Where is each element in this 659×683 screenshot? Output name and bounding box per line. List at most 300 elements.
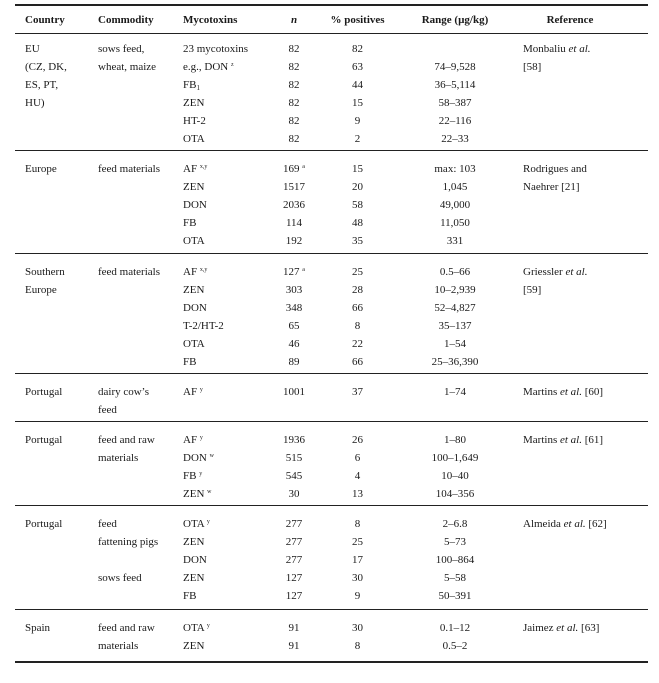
n-value: 82 bbox=[288, 115, 300, 127]
reference-cell bbox=[523, 162, 587, 176]
range-value: 50–391 bbox=[438, 590, 472, 602]
n-cell bbox=[264, 301, 324, 315]
country-text: Spain bbox=[25, 622, 51, 634]
range-value: 1–54 bbox=[444, 338, 466, 350]
reference-text: [59] bbox=[523, 284, 542, 296]
positives-value: 15 bbox=[352, 97, 363, 109]
mycotoxin-cell bbox=[183, 469, 202, 483]
positives-value: 58 bbox=[352, 199, 363, 211]
top-rule bbox=[15, 4, 648, 6]
positives-cell bbox=[325, 535, 390, 549]
n-cell bbox=[264, 265, 324, 279]
positives-cell bbox=[325, 301, 390, 315]
mycotoxin-footnote: y bbox=[206, 623, 210, 629]
range-value: 58–387 bbox=[438, 97, 472, 109]
positives-value: 22 bbox=[352, 338, 363, 350]
commodity-cell bbox=[98, 621, 155, 635]
commodity-text: materials bbox=[98, 452, 139, 464]
country-cell bbox=[25, 265, 65, 279]
n-value: 127 bbox=[285, 572, 303, 584]
positives-value: 17 bbox=[352, 554, 363, 566]
range-cell bbox=[400, 234, 510, 248]
mycotoxin-name: ZEN bbox=[183, 181, 205, 193]
n-cell bbox=[264, 517, 324, 531]
range-cell bbox=[400, 385, 510, 399]
n-cell bbox=[264, 96, 324, 110]
range-cell bbox=[400, 571, 510, 585]
positives-cell bbox=[325, 265, 390, 279]
commodity-text: dairy cow’s bbox=[98, 386, 150, 398]
mycotoxin-cell bbox=[183, 162, 207, 176]
positives-value: 66 bbox=[352, 356, 363, 368]
commodity-text: feed and raw bbox=[98, 434, 155, 446]
mycotoxin-cell bbox=[183, 283, 204, 297]
n-value: 127 bbox=[285, 590, 303, 602]
n-value: 545 bbox=[285, 470, 303, 482]
group-separator bbox=[15, 421, 648, 422]
positives-value: 9 bbox=[354, 115, 361, 127]
mycotoxin-name: ZEN bbox=[183, 488, 208, 500]
reference-cell bbox=[523, 385, 603, 399]
n-cell bbox=[264, 385, 324, 399]
n-value: 1001 bbox=[283, 386, 305, 398]
commodity-cell bbox=[98, 385, 149, 399]
reference-text: Rodrigues and bbox=[523, 163, 587, 175]
n-value: 82 bbox=[288, 43, 300, 55]
range-cell bbox=[400, 301, 510, 315]
commodity-cell bbox=[98, 571, 142, 585]
positives-value: 2 bbox=[354, 133, 361, 145]
commodity-cell bbox=[98, 535, 158, 549]
mycotoxin-cell bbox=[183, 337, 205, 351]
positives-cell bbox=[325, 451, 390, 465]
mycotoxin-name: DON bbox=[183, 199, 207, 211]
n-value: 30 bbox=[288, 488, 300, 500]
country-text: Portugal bbox=[25, 434, 63, 446]
commodity-text: feed bbox=[98, 518, 117, 530]
commodity-text: wheat, maize bbox=[98, 61, 157, 73]
group-separator bbox=[15, 373, 648, 374]
country-text: (CZ, DK, bbox=[25, 61, 67, 73]
positives-value: 8 bbox=[354, 320, 361, 332]
range-cell bbox=[400, 487, 510, 501]
mycotoxin-cell bbox=[183, 355, 196, 369]
country-text: ES, PT, bbox=[25, 79, 59, 91]
n-cell bbox=[264, 451, 324, 465]
mycotoxin-footnote: y bbox=[206, 519, 210, 525]
positives-cell bbox=[325, 198, 390, 212]
mycotoxin-name: T-2/HT-2 bbox=[183, 320, 224, 332]
positives-cell bbox=[325, 385, 390, 399]
n-cell bbox=[264, 198, 324, 212]
mycotoxin-name: e.g., DON bbox=[183, 61, 231, 73]
n-cell bbox=[264, 132, 324, 146]
range-cell bbox=[400, 162, 510, 176]
mycotoxin-cell bbox=[183, 517, 210, 531]
n-value: 91 bbox=[288, 640, 300, 652]
mycotoxin-cell bbox=[183, 571, 204, 585]
n-cell bbox=[264, 553, 324, 567]
positives-cell bbox=[325, 355, 390, 369]
n-value: 82 bbox=[288, 97, 300, 109]
positives-value: 25 bbox=[352, 266, 363, 278]
commodity-text: feed materials bbox=[98, 163, 160, 175]
positives-value: 8 bbox=[354, 518, 361, 530]
reference-text: Martins bbox=[523, 434, 560, 446]
range-cell bbox=[400, 433, 510, 447]
mycotoxin-footnote: x,y bbox=[199, 267, 208, 273]
positives-value: 44 bbox=[352, 79, 363, 91]
country-cell bbox=[25, 162, 57, 176]
mycotoxin-cell bbox=[183, 301, 207, 315]
n-cell bbox=[264, 589, 324, 603]
range-value: 11,050 bbox=[440, 217, 470, 229]
positives-value: 35 bbox=[352, 235, 363, 247]
positives-cell bbox=[325, 487, 390, 501]
mycotoxin-cell bbox=[183, 621, 210, 635]
n-cell bbox=[264, 639, 324, 653]
commodity-cell bbox=[98, 265, 160, 279]
mycotoxin-cell bbox=[183, 451, 214, 465]
mycotoxin-name: OTA bbox=[183, 133, 205, 145]
range-cell bbox=[400, 78, 510, 92]
reference-text: Martins bbox=[523, 386, 560, 398]
positives-value: 9 bbox=[354, 590, 361, 602]
mycotoxin-footnote: x,y bbox=[199, 164, 208, 170]
n-cell bbox=[264, 60, 324, 74]
country-text: EU bbox=[25, 43, 40, 55]
n-footnote: a bbox=[302, 267, 305, 273]
range-cell bbox=[400, 319, 510, 333]
positives-value: 6 bbox=[354, 452, 361, 464]
bottom-rule bbox=[15, 661, 648, 663]
reference-text: Naehrer [21] bbox=[523, 181, 580, 193]
country-cell bbox=[25, 517, 62, 531]
commodity-cell bbox=[98, 162, 160, 176]
country-cell bbox=[25, 621, 50, 635]
reference-cell bbox=[523, 42, 591, 56]
header-n: n bbox=[290, 14, 298, 26]
reference-et-al: et al. bbox=[556, 622, 579, 634]
n-value: 82 bbox=[288, 133, 300, 145]
range-cell bbox=[400, 114, 510, 128]
mycotoxin-cell bbox=[183, 487, 211, 501]
n-cell bbox=[264, 234, 324, 248]
positives-cell bbox=[325, 433, 390, 447]
mycotoxin-name: ZEN bbox=[183, 284, 205, 296]
positives-value: 13 bbox=[352, 488, 363, 500]
commodity-cell bbox=[98, 517, 117, 531]
mycotoxin-cell bbox=[183, 42, 248, 56]
range-value: 35–137 bbox=[438, 320, 472, 332]
header-rule bbox=[15, 33, 648, 34]
range-cell bbox=[400, 216, 510, 230]
reference-text: Griessler bbox=[523, 266, 566, 278]
positives-cell bbox=[325, 42, 390, 56]
n-cell bbox=[264, 162, 324, 176]
group-separator bbox=[15, 609, 648, 610]
mycotoxin-name: FB bbox=[183, 470, 200, 482]
reference-number: [60] bbox=[581, 386, 604, 398]
range-value: 52–4,827 bbox=[434, 302, 476, 314]
n-value: 2036 bbox=[283, 199, 305, 211]
mycotoxin-cell bbox=[183, 132, 205, 146]
reference-text: Almeida bbox=[523, 518, 564, 530]
mycotoxin-name: FB bbox=[183, 217, 197, 229]
positives-value: 4 bbox=[354, 470, 361, 482]
positives-cell bbox=[325, 621, 390, 635]
mycotoxin-cell bbox=[183, 385, 203, 399]
country-cell bbox=[25, 42, 40, 56]
range-value: 10–40 bbox=[441, 470, 469, 482]
range-value: 331 bbox=[446, 235, 464, 247]
positives-value: 30 bbox=[352, 622, 363, 634]
range-value: 74–9,528 bbox=[434, 61, 476, 73]
mycotoxin-name: FB bbox=[183, 79, 197, 91]
header-range: Range (µg/kg) bbox=[421, 14, 489, 26]
mycotoxin-footnote: y bbox=[199, 387, 203, 393]
commodity-cell bbox=[98, 433, 155, 447]
n-value: 127 bbox=[283, 266, 303, 278]
reference-text: Jaimez bbox=[523, 622, 557, 634]
n-value: 91 bbox=[288, 622, 300, 634]
positives-cell bbox=[325, 78, 390, 92]
mycotoxin-cell bbox=[183, 639, 204, 653]
mycotoxin-footnote: w bbox=[209, 453, 214, 459]
range-value: 104–356 bbox=[435, 488, 475, 500]
range-cell bbox=[400, 451, 510, 465]
reference-et-al: et al. bbox=[559, 434, 582, 446]
n-cell bbox=[264, 114, 324, 128]
mycotoxin-cell bbox=[183, 96, 204, 110]
range-value: 1,045 bbox=[442, 181, 468, 193]
commodity-cell bbox=[98, 451, 138, 465]
range-value: 5–73 bbox=[444, 536, 466, 548]
country-cell bbox=[25, 96, 45, 110]
positives-value: 37 bbox=[352, 386, 363, 398]
range-cell bbox=[400, 180, 510, 194]
mycotoxin-name: AF bbox=[183, 266, 200, 278]
positives-cell bbox=[325, 132, 390, 146]
range-value: 36–5,114 bbox=[434, 79, 476, 91]
positives-value: 82 bbox=[352, 43, 363, 55]
header-mycotoxins: Mycotoxins bbox=[183, 14, 238, 26]
positives-cell bbox=[325, 517, 390, 531]
commodity-cell bbox=[98, 60, 156, 74]
positives-cell bbox=[325, 319, 390, 333]
range-cell bbox=[400, 639, 510, 653]
header-commodity: Commodity bbox=[98, 14, 154, 26]
mycotoxin-name: OTA bbox=[183, 338, 205, 350]
range-value: 10–2,939 bbox=[434, 284, 476, 296]
mycotoxin-name: OTA bbox=[183, 622, 207, 634]
range-value: 1–74 bbox=[444, 386, 466, 398]
mycotoxin-cell bbox=[183, 114, 206, 128]
reference-et-al: et al. bbox=[565, 266, 588, 278]
mycotoxin-name: HT-2 bbox=[183, 115, 206, 127]
reference-cell bbox=[523, 433, 603, 447]
reference-cell bbox=[523, 265, 587, 279]
range-cell bbox=[400, 265, 510, 279]
reference-cell bbox=[523, 517, 607, 531]
mycotoxin-name: AF bbox=[183, 386, 200, 398]
positives-cell bbox=[325, 571, 390, 585]
n-value: 348 bbox=[285, 302, 303, 314]
n-value: 277 bbox=[285, 554, 303, 566]
range-cell bbox=[400, 355, 510, 369]
n-cell bbox=[264, 78, 324, 92]
n-cell bbox=[264, 487, 324, 501]
positives-cell bbox=[325, 469, 390, 483]
range-value: 1–80 bbox=[444, 434, 466, 446]
positives-cell bbox=[325, 589, 390, 603]
positives-value: 8 bbox=[354, 640, 361, 652]
reference-number: [62] bbox=[585, 518, 607, 530]
range-cell bbox=[400, 132, 510, 146]
header-positives: % positives bbox=[330, 14, 385, 26]
n-value: 89 bbox=[288, 356, 300, 368]
n-cell bbox=[264, 571, 324, 585]
positives-cell bbox=[325, 337, 390, 351]
n-value: 1517 bbox=[283, 181, 305, 193]
reference-number: [61] bbox=[581, 434, 604, 446]
positives-value: 26 bbox=[352, 434, 363, 446]
n-value: 1936 bbox=[283, 434, 305, 446]
positives-value: 15 bbox=[352, 163, 363, 175]
positives-value: 66 bbox=[352, 302, 363, 314]
n-cell bbox=[264, 216, 324, 230]
commodity-text: materials bbox=[98, 640, 139, 652]
range-cell bbox=[400, 589, 510, 603]
n-cell bbox=[264, 355, 324, 369]
reference-cell bbox=[523, 621, 599, 635]
n-value: 82 bbox=[288, 79, 300, 91]
mycotoxin-name: AF bbox=[183, 163, 200, 175]
range-cell bbox=[400, 337, 510, 351]
country-text: HU) bbox=[25, 97, 45, 109]
mycotoxin-name: ZEN bbox=[183, 536, 205, 548]
n-value: 65 bbox=[288, 320, 300, 332]
n-cell bbox=[264, 433, 324, 447]
n-value: 169 bbox=[283, 163, 303, 175]
range-value: 49,000 bbox=[439, 199, 471, 211]
mycotoxin-footnote: w bbox=[207, 489, 212, 495]
range-value: 0.5–66 bbox=[439, 266, 471, 278]
mycotoxin-cell bbox=[183, 180, 204, 194]
n-cell bbox=[264, 42, 324, 56]
positives-cell bbox=[325, 60, 390, 74]
reference-et-al: et al. bbox=[559, 386, 582, 398]
positives-value: 30 bbox=[352, 572, 363, 584]
group-separator bbox=[15, 253, 648, 254]
range-value: max: 103 bbox=[434, 163, 476, 175]
mycotoxin-subscript: 1 bbox=[196, 84, 200, 92]
group-separator bbox=[15, 505, 648, 506]
n-value: 192 bbox=[285, 235, 303, 247]
range-cell bbox=[400, 198, 510, 212]
mycotoxin-cell bbox=[183, 60, 234, 74]
commodity-text: sows feed, bbox=[98, 43, 145, 55]
n-footnote: a bbox=[302, 164, 305, 170]
commodity-cell bbox=[98, 403, 117, 417]
mycotoxin-name: ZEN bbox=[183, 572, 205, 584]
n-cell bbox=[264, 283, 324, 297]
range-cell bbox=[400, 283, 510, 297]
reference-et-al: et al. bbox=[563, 518, 586, 530]
mycotoxin-cell bbox=[183, 198, 207, 212]
positives-cell bbox=[325, 180, 390, 194]
range-value: 5–58 bbox=[444, 572, 466, 584]
range-value: 22–33 bbox=[441, 133, 469, 145]
mycotoxin-name: DON bbox=[183, 554, 207, 566]
reference-et-al: et al. bbox=[568, 43, 591, 55]
mycotoxin-cell bbox=[183, 78, 200, 92]
positives-cell bbox=[325, 234, 390, 248]
country-cell bbox=[25, 385, 62, 399]
mycotoxin-footnote: y bbox=[199, 435, 203, 441]
n-cell bbox=[264, 319, 324, 333]
range-cell bbox=[400, 535, 510, 549]
positives-value: 25 bbox=[352, 536, 363, 548]
range-value: 22–116 bbox=[438, 115, 472, 127]
header-country: Country bbox=[25, 14, 65, 26]
mycotoxin-cell bbox=[183, 433, 203, 447]
n-value: 82 bbox=[288, 61, 300, 73]
range-cell bbox=[400, 96, 510, 110]
range-value: 100–1,649 bbox=[431, 452, 479, 464]
mycotoxin-cell bbox=[183, 234, 205, 248]
country-cell bbox=[25, 60, 67, 74]
positives-value: 48 bbox=[352, 217, 363, 229]
range-value: 100–864 bbox=[435, 554, 475, 566]
mycotoxin-footnote: z bbox=[230, 62, 234, 68]
commodity-cell bbox=[98, 42, 144, 56]
range-cell bbox=[400, 517, 510, 531]
positives-cell bbox=[325, 162, 390, 176]
mycotoxin-cell bbox=[183, 319, 224, 333]
mycotoxin-cell bbox=[183, 216, 196, 230]
positives-cell bbox=[325, 114, 390, 128]
country-text: Europe bbox=[25, 163, 57, 175]
range-cell bbox=[400, 553, 510, 567]
positives-value: 20 bbox=[352, 181, 363, 193]
mycotoxin-name: FB bbox=[183, 356, 197, 368]
reference-text: [58] bbox=[523, 61, 542, 73]
n-cell bbox=[264, 469, 324, 483]
mycotoxin-name: DON bbox=[183, 302, 207, 314]
reference-cell bbox=[523, 283, 541, 297]
commodity-cell bbox=[98, 639, 138, 653]
country-cell bbox=[25, 78, 58, 92]
range-value: 2–6.8 bbox=[442, 518, 468, 530]
n-value: 46 bbox=[288, 338, 300, 350]
mycotoxin-name: ZEN bbox=[183, 97, 205, 109]
mycotoxin-name: OTA bbox=[183, 518, 207, 530]
mycotoxin-name: 23 mycotoxins bbox=[183, 43, 249, 55]
positives-cell bbox=[325, 639, 390, 653]
mycotoxin-cell bbox=[183, 589, 196, 603]
range-value: 25–36,390 bbox=[431, 356, 479, 368]
commodity-text: feed bbox=[98, 404, 117, 416]
n-cell bbox=[264, 337, 324, 351]
reference-cell bbox=[523, 60, 541, 74]
commodity-text: sows feed bbox=[98, 572, 142, 584]
positives-cell bbox=[325, 96, 390, 110]
reference-text: Monbaliu bbox=[523, 43, 569, 55]
positives-cell bbox=[325, 553, 390, 567]
mycotoxin-cell bbox=[183, 535, 204, 549]
n-value: 277 bbox=[285, 518, 303, 530]
